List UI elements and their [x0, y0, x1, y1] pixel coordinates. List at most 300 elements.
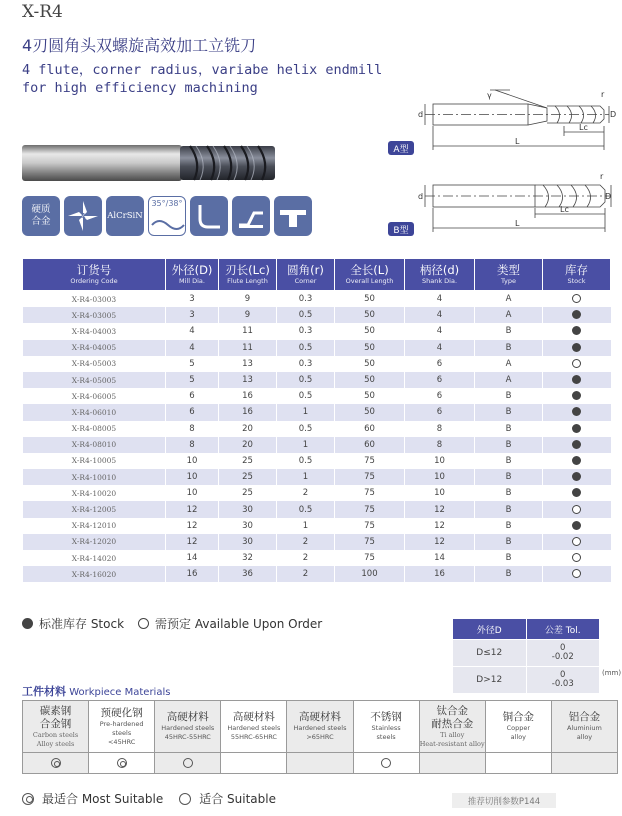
table-row — [23, 501, 611, 517]
cell-l: 50 — [335, 388, 405, 404]
cell-r: 2 — [277, 550, 335, 566]
cell-lc: 25 — [219, 485, 277, 501]
column-header-cn: 圆角(r) — [287, 263, 324, 277]
cell-d: 4 — [405, 291, 475, 308]
table-row — [23, 437, 611, 453]
material-rating — [419, 753, 485, 774]
cell-d: 12 — [166, 518, 219, 534]
cell-d: 12 — [405, 534, 475, 550]
cell-code: X-R4-05003 — [23, 356, 166, 372]
cell-r: 0.3 — [277, 291, 335, 308]
material-header — [551, 701, 617, 753]
cell-type: B — [475, 323, 543, 339]
cell-stock — [543, 501, 611, 517]
label-r: r — [601, 90, 605, 99]
material-name-en: Carbon steels Alloy steels — [32, 730, 79, 748]
stock-dot-icon — [572, 375, 581, 384]
cell-type: A — [475, 372, 543, 388]
cell-type: B — [475, 485, 543, 501]
helix-label: 35°/38° — [151, 199, 183, 208]
order-circle-icon — [572, 359, 581, 368]
column-header-cn: 订货号 — [76, 263, 112, 277]
material-name-en: Aluminium alloy — [566, 724, 602, 741]
cell-code: X-R4-16020 — [23, 566, 166, 582]
stock-dot-icon — [572, 326, 581, 335]
cell-lc: 9 — [219, 307, 277, 323]
stock-dot-icon — [572, 521, 581, 530]
column-header-cn: 库存 — [565, 263, 588, 277]
tolerance-row — [453, 667, 600, 694]
workpiece-title-en: Workpiece Materials — [69, 687, 171, 698]
cell-type: B — [475, 501, 543, 517]
cell-d: 5 — [166, 372, 219, 388]
cell-l: 75 — [335, 485, 405, 501]
cell-type: B — [475, 566, 543, 582]
material-header — [353, 701, 419, 753]
type-b-badge: B型 — [388, 222, 414, 236]
cell-r: 0.3 — [277, 323, 335, 339]
tol-value — [526, 640, 600, 667]
label-D: D — [610, 110, 617, 119]
cell-code: X-R4-04005 — [23, 340, 166, 356]
material-name-cn: 钛合金 耐热合金 — [431, 704, 474, 730]
column-header — [219, 259, 277, 291]
cell-l: 50 — [335, 356, 405, 372]
cell-d: 16 — [166, 566, 219, 582]
table-row — [23, 323, 611, 339]
order-circle-icon — [572, 294, 581, 303]
cell-lc: 20 — [219, 421, 277, 437]
most-suitable-icon — [22, 793, 34, 805]
cell-d: 16 — [405, 566, 475, 582]
cell-stock — [543, 453, 611, 469]
order-circle-icon — [572, 553, 581, 562]
order-circle-icon — [138, 618, 149, 629]
flute-count: 4 — [80, 212, 86, 221]
tol-upper: 0 — [560, 643, 566, 653]
workpiece-title-cn: 工件材料 — [22, 685, 66, 698]
cell-stock — [543, 437, 611, 453]
carbide-icon — [22, 196, 60, 236]
cell-code: X-R4-10010 — [23, 469, 166, 485]
flute-cross-section-icon — [65, 198, 101, 234]
slot-shape-icon — [278, 201, 308, 231]
cell-type: B — [475, 453, 543, 469]
cell-d: 12 — [405, 501, 475, 517]
table-row — [23, 485, 611, 501]
cell-d: 10 — [166, 453, 219, 469]
cell-r: 2 — [277, 534, 335, 550]
cell-d: 6 — [405, 404, 475, 420]
table-row — [23, 453, 611, 469]
table-row — [23, 469, 611, 485]
order-circle-icon — [572, 537, 581, 546]
cell-r: 1 — [277, 404, 335, 420]
cell-l: 50 — [335, 372, 405, 388]
column-header — [166, 259, 219, 291]
cell-stock — [543, 550, 611, 566]
tol-range: D>12 — [453, 667, 527, 694]
order-circle-icon — [572, 505, 581, 514]
title-en-line2: for high efficiency machining — [22, 80, 258, 96]
label-gamma: γ — [487, 91, 492, 100]
column-header-cn: 类型 — [497, 263, 520, 277]
suitable-icon — [381, 758, 391, 768]
cell-d: 14 — [405, 550, 475, 566]
cell-type: B — [475, 404, 543, 420]
cell-code: X-R4-08005 — [23, 421, 166, 437]
cell-l: 50 — [335, 291, 405, 308]
column-header-en: Type — [501, 277, 516, 285]
table-row — [23, 388, 611, 404]
tol-lower: -0.03 — [551, 679, 574, 689]
material-rating — [221, 753, 287, 774]
title-en-line1: 4 flute，corner radius，variabe helix endmill — [22, 62, 383, 78]
label-D-b: D — [605, 192, 612, 201]
cell-d: 8 — [405, 437, 475, 453]
cell-code: X-R4-12005 — [23, 501, 166, 517]
material-name-en: Ti alloy Heat-resistant alloy — [419, 730, 485, 748]
cell-code: X-R4-10005 — [23, 453, 166, 469]
cell-d: 4 — [166, 323, 219, 339]
suitability-legend — [22, 790, 276, 807]
cell-d: 10 — [405, 485, 475, 501]
cell-r: 0.5 — [277, 388, 335, 404]
cell-r: 0.3 — [277, 356, 335, 372]
cell-d: 6 — [166, 388, 219, 404]
column-header — [475, 259, 543, 291]
tol-upper: 0 — [560, 670, 566, 680]
column-header-cn: 柄径(d) — [419, 263, 460, 277]
coating-icon — [106, 196, 144, 236]
ramping-icon — [232, 196, 270, 236]
cell-l: 50 — [335, 307, 405, 323]
table-row — [23, 356, 611, 372]
cell-type: B — [475, 550, 543, 566]
column-header-en: Stock — [567, 277, 586, 285]
material-name-cn: 铜合金 — [502, 711, 535, 723]
column-header-en: Mill Dia. — [179, 277, 205, 285]
table-row — [23, 518, 611, 534]
stock-dot-icon — [22, 618, 33, 629]
carbide-label-1: 硬质 — [31, 204, 51, 215]
cell-type: B — [475, 388, 543, 404]
cell-lc: 16 — [219, 388, 277, 404]
cell-lc: 13 — [219, 356, 277, 372]
table-row — [23, 550, 611, 566]
cell-d: 10 — [166, 469, 219, 485]
cell-d: 12 — [166, 534, 219, 550]
stock-dot-icon — [572, 407, 581, 416]
cell-stock — [543, 518, 611, 534]
cell-code: X-R4-10020 — [23, 485, 166, 501]
stock-dot-icon — [572, 440, 581, 449]
cell-code: X-R4-06005 — [23, 388, 166, 404]
cell-stock — [543, 307, 611, 323]
cell-code: X-R4-08010 — [23, 437, 166, 453]
cell-d: 8 — [166, 421, 219, 437]
material-name-cn: 不锈钢 — [370, 711, 402, 723]
cell-stock — [543, 421, 611, 437]
most-suitable-label: 最适合 Most Suitable — [42, 792, 164, 806]
label-L: L — [515, 137, 520, 146]
material-rating — [551, 753, 617, 774]
cell-d: 10 — [405, 453, 475, 469]
material-name-cn: 高硬材料 — [298, 711, 341, 723]
material-header — [89, 701, 155, 753]
material-name-en: Stainless steels — [371, 724, 401, 741]
stock-dot-icon — [572, 488, 581, 497]
material-header — [419, 701, 485, 753]
cell-lc: 25 — [219, 453, 277, 469]
cell-type: B — [475, 518, 543, 534]
cell-lc: 11 — [219, 340, 277, 356]
tolerance-row — [453, 640, 600, 667]
column-header — [23, 259, 166, 291]
cell-r: 0.5 — [277, 421, 335, 437]
column-header — [335, 259, 405, 291]
workpiece-table — [22, 700, 618, 774]
most-suitable-icon — [117, 758, 127, 768]
material-header — [23, 701, 89, 753]
cell-d: 4 — [405, 323, 475, 339]
drawing-type-a — [395, 84, 617, 156]
cell-d: 12 — [405, 518, 475, 534]
cell-stock — [543, 469, 611, 485]
column-header-cn: 外径(D) — [171, 263, 213, 277]
cell-r: 2 — [277, 566, 335, 582]
cell-type: B — [475, 469, 543, 485]
material-name-en: Copper alloy — [506, 724, 531, 741]
product-table — [22, 258, 611, 582]
table-header-row — [23, 259, 611, 291]
material-name-en: Hardened steels 45HRC-55HRC — [161, 724, 215, 741]
cell-l: 75 — [335, 501, 405, 517]
cell-d: 4 — [405, 340, 475, 356]
cell-stock — [543, 404, 611, 420]
cell-r: 0.5 — [277, 340, 335, 356]
table-row — [23, 421, 611, 437]
cell-d: 8 — [405, 421, 475, 437]
label-d-b: d — [418, 192, 424, 201]
table-row — [23, 291, 611, 308]
cell-l: 50 — [335, 323, 405, 339]
carbide-label-2: 合金 — [31, 216, 51, 227]
tol-range: D≤12 — [453, 640, 527, 667]
label-Lc-b: Lc — [560, 205, 569, 214]
cell-d: 3 — [166, 291, 219, 308]
cell-d: 6 — [405, 372, 475, 388]
material-header — [155, 701, 221, 753]
cell-code: X-R4-03005 — [23, 307, 166, 323]
table-body — [23, 291, 611, 583]
cell-l: 50 — [335, 404, 405, 420]
material-rating — [287, 753, 353, 774]
stock-dot-icon — [572, 391, 581, 400]
tolerance-table — [452, 618, 600, 694]
column-header-en: Corner — [294, 277, 317, 285]
workpiece-title — [22, 683, 170, 699]
cell-lc: 30 — [219, 501, 277, 517]
material-rating — [353, 753, 419, 774]
cell-stock — [543, 323, 611, 339]
four-flute-icon — [64, 196, 102, 236]
material-name-en: Pre-hardened steels <45HRC — [99, 719, 144, 746]
column-header-en: Ordering Code — [70, 277, 118, 285]
cell-l: 75 — [335, 518, 405, 534]
cell-d: 3 — [166, 307, 219, 323]
material-name-cn: 碳素钢 合金钢 — [39, 704, 72, 730]
cell-code: X-R4-14020 — [23, 550, 166, 566]
cell-stock — [543, 534, 611, 550]
cell-l: 100 — [335, 566, 405, 582]
corner-shape-icon — [194, 201, 224, 231]
label-L-b: L — [515, 219, 520, 228]
material-rating — [89, 753, 155, 774]
cell-stock — [543, 372, 611, 388]
cell-type: B — [475, 534, 543, 550]
wave-icon — [151, 217, 185, 233]
cell-lc: 9 — [219, 291, 277, 308]
tol-header-tol: 公差 Tol. — [526, 619, 600, 640]
material-name-cn: 预硬化钢 — [100, 706, 143, 719]
cutting-params-ref: 推荐切削参数P144 — [452, 793, 556, 808]
cell-r: 0.5 — [277, 501, 335, 517]
cell-d: 10 — [166, 485, 219, 501]
tol-lower: -0.02 — [551, 652, 574, 662]
cell-d: 4 — [405, 307, 475, 323]
unit-label: (mm) — [602, 669, 622, 677]
stock-legend-label: 标准库存 Stock — [39, 617, 125, 631]
endmill-photo — [22, 143, 275, 183]
table-row — [23, 534, 611, 550]
label-Lc: Lc — [579, 123, 588, 132]
material-rating — [23, 753, 89, 774]
order-circle-icon — [572, 569, 581, 578]
material-name-en: Hardened steels 55HRC-65HRC — [227, 724, 281, 741]
cell-stock — [543, 388, 611, 404]
suitable-label: 适合 Suitable — [199, 792, 276, 806]
label-d: d — [418, 110, 424, 119]
cell-d: 6 — [405, 388, 475, 404]
material-rating — [485, 753, 551, 774]
material-header — [221, 701, 287, 753]
order-legend-label: 需预定 Available Upon Order — [155, 617, 323, 631]
cell-lc: 25 — [219, 469, 277, 485]
cell-d: 14 — [166, 550, 219, 566]
cell-lc: 30 — [219, 518, 277, 534]
cell-l: 75 — [335, 453, 405, 469]
cell-code: X-R4-06010 — [23, 404, 166, 420]
table-row — [23, 404, 611, 420]
stock-dot-icon — [572, 472, 581, 481]
type-a-badge: A型 — [388, 141, 414, 155]
cell-r: 1 — [277, 437, 335, 453]
material-name-cn: 高硬材料 — [166, 711, 209, 723]
cell-lc: 32 — [219, 550, 277, 566]
cell-type: A — [475, 291, 543, 308]
helix-angle-icon — [148, 196, 186, 236]
column-header-en: Flute Length — [227, 277, 268, 285]
material-name-cn: 高硬材料 — [232, 711, 275, 723]
corner-radius-icon — [190, 196, 228, 236]
cell-stock — [543, 291, 611, 308]
column-header — [405, 259, 475, 291]
coating-label: AlCrSiN — [107, 211, 143, 221]
label-r-b: r — [600, 172, 604, 181]
cell-d: 12 — [166, 501, 219, 517]
cell-d: 4 — [166, 340, 219, 356]
cell-r: 1 — [277, 469, 335, 485]
cell-l: 75 — [335, 534, 405, 550]
cell-code: X-R4-05005 — [23, 372, 166, 388]
table-row — [23, 307, 611, 323]
table-row — [23, 340, 611, 356]
cell-l: 60 — [335, 437, 405, 453]
tol-header-d: 外径D — [453, 619, 527, 640]
column-header-en: Overall Length — [345, 277, 394, 285]
cell-l: 50 — [335, 340, 405, 356]
stock-legend — [22, 615, 322, 632]
cell-type: B — [475, 421, 543, 437]
material-rating — [155, 753, 221, 774]
cell-stock — [543, 340, 611, 356]
tol-value — [526, 667, 600, 694]
cell-lc: 11 — [219, 323, 277, 339]
cell-r: 0.5 — [277, 453, 335, 469]
stock-dot-icon — [572, 424, 581, 433]
material-header — [485, 701, 551, 753]
cell-stock — [543, 566, 611, 582]
cell-lc: 16 — [219, 404, 277, 420]
cell-stock — [543, 485, 611, 501]
suitable-icon — [183, 758, 193, 768]
drawing-type-b — [395, 170, 617, 236]
most-suitable-icon — [51, 758, 61, 768]
cell-code: X-R4-12010 — [23, 518, 166, 534]
cell-lc: 30 — [219, 534, 277, 550]
cell-lc: 20 — [219, 437, 277, 453]
cell-type: B — [475, 437, 543, 453]
cell-r: 0.5 — [277, 307, 335, 323]
cell-r: 0.5 — [277, 372, 335, 388]
stock-dot-icon — [572, 456, 581, 465]
column-header-en: Shank Dia. — [421, 277, 458, 285]
model-code: X-R4 — [22, 2, 63, 22]
suitable-icon — [179, 793, 191, 805]
material-name-en: Hardened steels >65HRC — [293, 724, 347, 741]
cell-d: 10 — [405, 469, 475, 485]
cell-type: A — [475, 307, 543, 323]
cell-type: B — [475, 340, 543, 356]
cell-stock — [543, 356, 611, 372]
cell-d: 6 — [405, 356, 475, 372]
cell-l: 60 — [335, 421, 405, 437]
cell-l: 75 — [335, 469, 405, 485]
column-header-cn: 全长(L) — [350, 263, 389, 277]
cell-code: X-R4-12020 — [23, 534, 166, 550]
slotting-icon — [274, 196, 312, 236]
stock-dot-icon — [572, 343, 581, 352]
cell-d: 8 — [166, 437, 219, 453]
cell-r: 2 — [277, 485, 335, 501]
cell-d: 6 — [166, 404, 219, 420]
cell-code: X-R4-04003 — [23, 323, 166, 339]
material-header — [287, 701, 353, 753]
ramp-shape-icon — [236, 201, 266, 231]
cell-type: A — [475, 356, 543, 372]
column-header — [543, 259, 611, 291]
